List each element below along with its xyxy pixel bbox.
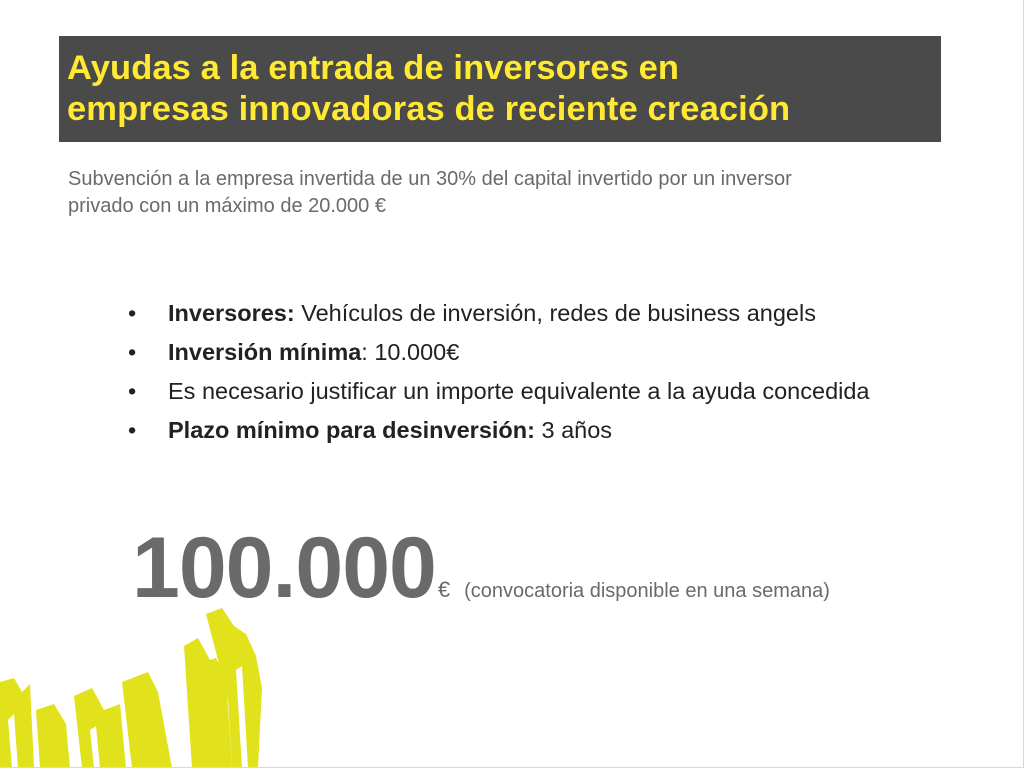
- subtitle-line-2: privado con un máximo de 20.000 €: [68, 195, 386, 217]
- bullet-label: Inversión mínima: [168, 339, 362, 365]
- bullet-item-investors: [124, 298, 884, 328]
- bullet-text: : 10.000€: [361, 339, 460, 365]
- currency-symbol: €: [437, 577, 451, 602]
- bullet-marker: •: [128, 417, 137, 443]
- bullet-item-justification: [124, 376, 884, 406]
- slide-title-line-2: empresas innovadoras de reciente creación: [67, 90, 791, 128]
- bullet-list: [124, 298, 884, 454]
- yellow-brush-strokes-icon: [0, 600, 300, 768]
- slide-subtitle: [68, 166, 928, 220]
- slide-title-line-1: Ayudas a la entrada de inversores en: [67, 49, 680, 87]
- bullet-marker: •: [128, 378, 137, 404]
- bullet-text: Es necesario justificar un importe equivalente a la ayuda concedida: [168, 378, 870, 404]
- bullet-label: Plazo mínimo para desinversión:: [168, 417, 535, 443]
- bullet-item-min-period: [124, 415, 884, 445]
- title-bar: [59, 36, 941, 142]
- bullet-text: Vehículos de inversión, redes de business angels: [294, 300, 816, 326]
- bullet-text: 3 años: [534, 417, 613, 443]
- funding-amount: 100.000: [132, 520, 436, 616]
- subtitle-line-1: Subvención a la empresa invertida de un 30% del capital invertido por un inversor: [68, 168, 792, 190]
- bullet-label: Inversores:: [168, 300, 295, 326]
- bullet-marker: •: [128, 339, 137, 365]
- bullet-item-min-investment: [124, 337, 884, 367]
- bullet-marker: •: [128, 300, 137, 326]
- slide-title: [67, 48, 931, 130]
- amount-note: (convocatoria disponible en una semana): [464, 580, 830, 602]
